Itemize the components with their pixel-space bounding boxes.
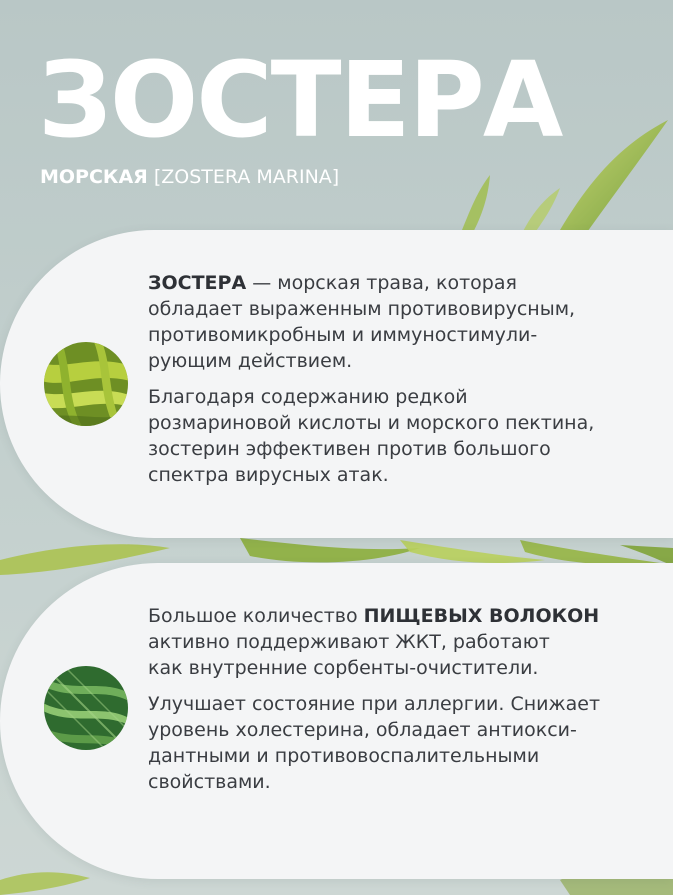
card2-paragraph-2 xyxy=(148,691,658,795)
subtitle-common-name: МОРСКАЯ xyxy=(40,166,148,188)
card1-p1-line-1: — морская трава, которая xyxy=(246,272,517,294)
card1-p1-line-4: рующим действием. xyxy=(148,350,353,372)
card2-p2-line-1: Улучшает состояние при аллергии. Снижает xyxy=(148,693,601,715)
card2-p2-line-2: уровень холестерина, обладает антиокси- xyxy=(148,719,577,741)
card2-p1-prefix: Большое количество xyxy=(148,605,364,627)
card2-p1-line-1: активно поддерживают ЖКТ, работают xyxy=(148,631,550,653)
card2-p2-line-3: дантными и противовоспалительными xyxy=(148,745,540,767)
card2-paragraph-1 xyxy=(148,603,658,681)
seaweed-closeup-photo-icon xyxy=(44,666,128,750)
seaweed-photo-icon xyxy=(44,342,128,426)
card1-paragraph-1 xyxy=(148,270,658,374)
card1-p2-line-2: розмариновой кислоты и морского пектина, xyxy=(148,412,595,434)
card1-p2-line-1: Благодаря содержанию редкой xyxy=(148,386,468,408)
card2-keyword: ПИЩЕВЫХ ВОЛОКОН xyxy=(363,605,600,627)
page-title: ЗОСТЕРА xyxy=(38,39,562,161)
card2-text xyxy=(148,603,658,805)
card2-p2-line-4: свойствами. xyxy=(148,771,271,793)
info-card-zostera xyxy=(0,230,673,538)
card1-p2-line-3: зостерин эффективен против большого xyxy=(148,438,551,460)
info-card-fiber xyxy=(0,563,673,879)
card1-text xyxy=(148,270,658,498)
subtitle xyxy=(40,166,339,188)
card1-p1-line-3: противомикробным и иммуностимули- xyxy=(148,324,538,346)
card1-paragraph-2 xyxy=(148,384,658,488)
card1-keyword: ЗОСТЕРА xyxy=(148,272,247,294)
card1-p1-line-2: обладает выраженным противовирусным, xyxy=(148,298,576,320)
subtitle-latin-name: [ZOSTERA MARINA] xyxy=(153,166,340,188)
card2-p1-line-2: как внутренние сорбенты-очистители. xyxy=(148,657,539,679)
card1-p2-line-4: спектра вирусных атак. xyxy=(148,464,389,486)
